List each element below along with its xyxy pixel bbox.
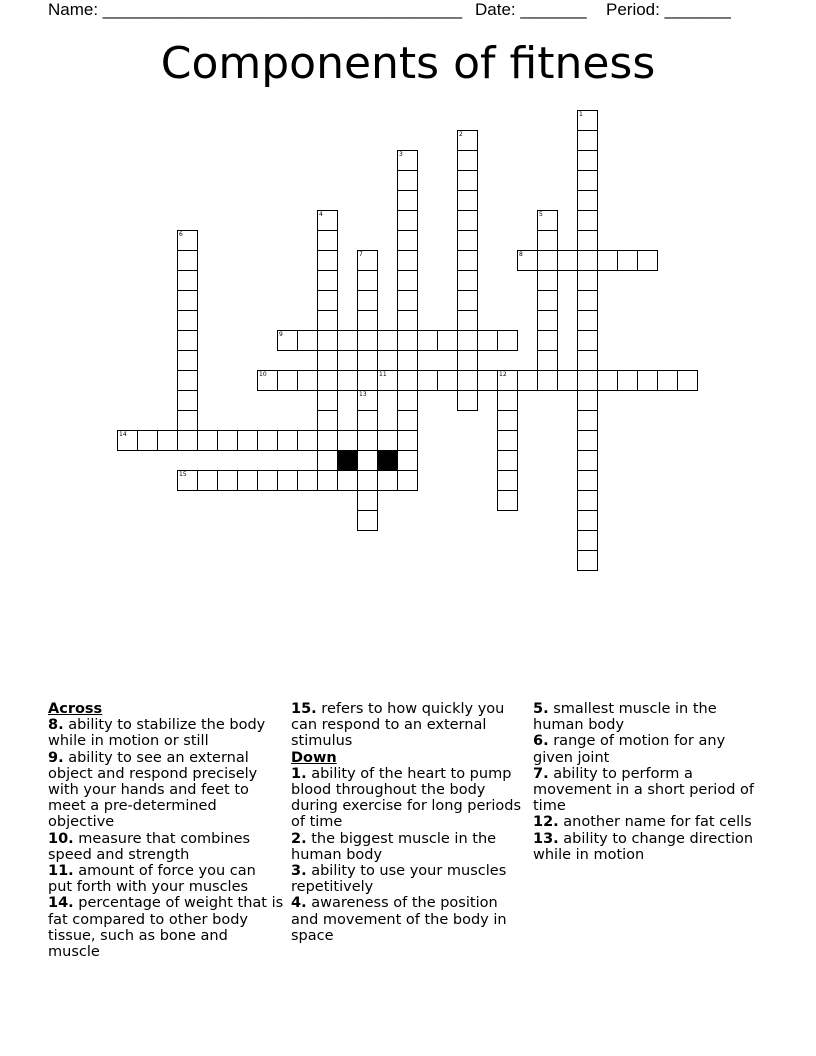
grid-cell[interactable]: [297, 330, 318, 351]
grid-cell[interactable]: [397, 410, 418, 431]
grid-cell[interactable]: [497, 430, 518, 451]
grid-cell[interactable]: [577, 150, 598, 171]
across-heading: Across: [48, 701, 103, 717]
clue-number-12: 12: [499, 371, 507, 378]
grid-cell[interactable]: [577, 470, 598, 491]
grid-cell[interactable]: [577, 370, 598, 391]
grid-cell[interactable]: [357, 310, 378, 331]
grid-cell[interactable]: [577, 390, 598, 411]
grid-cell[interactable]: [637, 370, 658, 391]
blocked-cell: [337, 450, 358, 471]
grid-cell[interactable]: [437, 330, 458, 351]
grid-cell[interactable]: [257, 470, 278, 491]
grid-cell[interactable]: [377, 470, 398, 491]
grid-cell[interactable]: [357, 490, 378, 511]
grid-cell[interactable]: [257, 430, 278, 451]
page-title: Components of fitness: [160, 38, 656, 89]
grid-cell[interactable]: [317, 430, 338, 451]
grid-cell[interactable]: [577, 510, 598, 531]
grid-cell[interactable]: [457, 170, 478, 191]
clue-number-10: 10: [259, 371, 267, 378]
name-field[interactable]: Name: ______________________________________: [48, 0, 463, 19]
grid-cell[interactable]: [177, 350, 198, 371]
grid-cell[interactable]: [577, 310, 598, 331]
grid-cell[interactable]: [297, 370, 318, 391]
grid-cell[interactable]: [177, 390, 198, 411]
grid-cell[interactable]: [177, 410, 198, 431]
clue-down-2: 2. the biggest muscle in the human body: [291, 830, 497, 863]
grid-cell[interactable]: [337, 330, 358, 351]
grid-cell[interactable]: [317, 470, 338, 491]
grid-cell[interactable]: [377, 430, 398, 451]
clue-number-2: 2: [459, 131, 463, 138]
grid-cell[interactable]: [577, 530, 598, 551]
grid-cell[interactable]: [237, 430, 258, 451]
grid-cell[interactable]: [577, 330, 598, 351]
grid-cell[interactable]: [537, 310, 558, 331]
grid-cell[interactable]: [577, 230, 598, 251]
grid-cell[interactable]: [417, 370, 438, 391]
grid-cell[interactable]: [577, 190, 598, 211]
grid-cell[interactable]: [497, 410, 518, 431]
grid-cell[interactable]: [457, 190, 478, 211]
grid-cell[interactable]: [457, 330, 478, 351]
grid-cell[interactable]: [617, 250, 638, 271]
clue-number-6: 6: [179, 231, 183, 238]
grid-cell[interactable]: [317, 450, 338, 471]
grid-cell[interactable]: [537, 270, 558, 291]
grid-cell[interactable]: [277, 370, 298, 391]
grid-cell[interactable]: [577, 350, 598, 371]
grid-cell[interactable]: [177, 330, 198, 351]
grid-cell[interactable]: [457, 290, 478, 311]
grid-cell[interactable]: [457, 310, 478, 331]
grid-cell[interactable]: [317, 370, 338, 391]
grid-cell[interactable]: [177, 310, 198, 331]
grid-cell[interactable]: [477, 370, 498, 391]
down-heading: Down: [291, 749, 337, 766]
grid-cell[interactable]: [217, 470, 238, 491]
grid-cell[interactable]: [357, 450, 378, 471]
clue-number-9: 9: [279, 331, 283, 338]
grid-cell[interactable]: [497, 390, 518, 411]
grid-cell[interactable]: [457, 390, 478, 411]
clue-number-14: 14: [119, 431, 127, 438]
grid-cell[interactable]: [197, 470, 218, 491]
grid-cell[interactable]: [497, 450, 518, 471]
grid-cell[interactable]: [357, 470, 378, 491]
grid-cell[interactable]: [397, 290, 418, 311]
grid-cell[interactable]: [397, 270, 418, 291]
grid-cell[interactable]: [177, 250, 198, 271]
grid-cell[interactable]: [557, 250, 578, 271]
grid-cell[interactable]: [357, 290, 378, 311]
grid-cell[interactable]: [677, 370, 698, 391]
clue-number-8: 8: [519, 251, 523, 258]
grid-cell[interactable]: [557, 370, 578, 391]
grid-cell[interactable]: [297, 430, 318, 451]
clue-across-15: 15. refers to how quickly you can respond to an external stimulus: [291, 701, 505, 750]
grid-cell[interactable]: [317, 310, 338, 331]
grid-cell[interactable]: [597, 250, 618, 271]
clue-down-6: 6. range of motion for any given joint: [533, 733, 726, 766]
grid-cell[interactable]: [317, 410, 338, 431]
grid-cell[interactable]: [417, 330, 438, 351]
grid-cell[interactable]: [577, 270, 598, 291]
grid-cell[interactable]: [397, 470, 418, 491]
grid-cell[interactable]: [537, 290, 558, 311]
grid-cell[interactable]: [477, 330, 498, 351]
clue-down-3: 3. ability to use your muscles repetitively: [291, 863, 507, 896]
clue-across-11: 11. amount of force you can put forth with your muscles: [48, 863, 256, 896]
grid-cell[interactable]: [317, 250, 338, 271]
grid-cell[interactable]: [197, 430, 218, 451]
grid-cell[interactable]: [397, 210, 418, 231]
grid-cell[interactable]: [497, 470, 518, 491]
grid-cell[interactable]: [617, 370, 638, 391]
clue-number-3: 3: [399, 151, 403, 158]
grid-cell[interactable]: [577, 130, 598, 151]
grid-cell[interactable]: [277, 470, 298, 491]
grid-cell[interactable]: [157, 430, 178, 451]
grid-cell[interactable]: [397, 430, 418, 451]
grid-cell[interactable]: [537, 370, 558, 391]
clue-down-1: 1. ability of the heart to pump blood throughout the body during exercise for long periods of time: [291, 765, 522, 831]
grid-cell[interactable]: [397, 190, 418, 211]
grid-cell[interactable]: [457, 210, 478, 231]
grid-cell[interactable]: [457, 370, 478, 391]
grid-cell[interactable]: [457, 350, 478, 371]
grid-cell[interactable]: [337, 430, 358, 451]
grid-cell[interactable]: [637, 250, 658, 271]
grid-cell[interactable]: [317, 390, 338, 411]
grid-cell[interactable]: [397, 330, 418, 351]
grid-cell[interactable]: [237, 470, 258, 491]
grid-cell[interactable]: [397, 370, 418, 391]
clues-column-2: [291, 701, 523, 944]
grid-cell[interactable]: [137, 430, 158, 451]
grid-cell[interactable]: [357, 410, 378, 431]
clue-number-11: 11: [379, 371, 387, 378]
grid-cell[interactable]: [577, 210, 598, 231]
grid-cell[interactable]: [397, 230, 418, 251]
grid-cell[interactable]: [377, 330, 398, 351]
clue-number-4: 4: [319, 211, 323, 218]
grid-cell[interactable]: [317, 270, 338, 291]
clue-across-10: 10. measure that combines speed and strength: [48, 830, 251, 863]
grid-cell[interactable]: [497, 490, 518, 511]
grid-cell[interactable]: [317, 290, 338, 311]
grid-cell[interactable]: [317, 330, 338, 351]
grid-cell[interactable]: [357, 330, 378, 351]
grid-cell[interactable]: [577, 490, 598, 511]
clue-down-7: 7. ability to perform a movement in a short period of time: [533, 765, 754, 815]
grid-cell[interactable]: [457, 230, 478, 251]
grid-cell[interactable]: [177, 290, 198, 311]
grid-cell[interactable]: [597, 370, 618, 391]
grid-cell[interactable]: [357, 430, 378, 451]
blocked-cell: [377, 450, 398, 471]
grid-cell[interactable]: [577, 550, 598, 571]
grid-cell[interactable]: [337, 470, 358, 491]
grid-cell[interactable]: [457, 250, 478, 271]
period-field[interactable]: Period: _______: [606, 0, 731, 19]
grid-cell[interactable]: [437, 370, 458, 391]
date-field[interactable]: Date: _______: [475, 0, 587, 19]
clue-across-14: 14. percentage of weight that is fat compared to other body tissue, such as bone and muscle: [48, 895, 284, 961]
clues-column-1: [48, 701, 284, 960]
grid-cell[interactable]: [177, 430, 198, 451]
grid-cell[interactable]: [577, 430, 598, 451]
clue-number-5: 5: [539, 211, 543, 218]
grid-cell[interactable]: [337, 370, 358, 391]
clue-down-5: 5. smallest muscle in the human body: [533, 701, 717, 734]
grid-cell[interactable]: [357, 510, 378, 531]
grid-cell[interactable]: [537, 250, 558, 271]
grid-cell[interactable]: [577, 170, 598, 191]
grid-cell[interactable]: [517, 370, 538, 391]
grid-cell[interactable]: [317, 350, 338, 371]
grid-cell[interactable]: [537, 330, 558, 351]
grid-cell[interactable]: [657, 370, 678, 391]
clue-down-13: 13. ability to change direction while in motion: [533, 830, 754, 863]
clue-across-8: 8. ability to stabilize the body while in motion or still: [48, 717, 266, 750]
grid-cell[interactable]: [577, 410, 598, 431]
grid-cell[interactable]: [537, 350, 558, 371]
grid-cell[interactable]: [357, 270, 378, 291]
clue-number-13: 13: [359, 391, 367, 398]
grid-cell[interactable]: [537, 230, 558, 251]
grid-cell[interactable]: [277, 430, 298, 451]
grid-cell[interactable]: [457, 150, 478, 171]
grid-cell[interactable]: [397, 390, 418, 411]
grid-cell[interactable]: [497, 330, 518, 351]
grid-cell[interactable]: [397, 350, 418, 371]
grid-cell[interactable]: [357, 370, 378, 391]
grid-cell[interactable]: [357, 350, 378, 371]
grid-cell[interactable]: [397, 310, 418, 331]
clue-down-12: 12. another name for fat cells: [533, 814, 752, 831]
grid-cell[interactable]: [577, 290, 598, 311]
grid-cell[interactable]: [397, 170, 418, 191]
grid-cell[interactable]: [397, 450, 418, 471]
grid-cell[interactable]: [317, 230, 338, 251]
clue-number-7: 7: [359, 251, 363, 258]
grid-cell[interactable]: [457, 270, 478, 291]
grid-cell[interactable]: [177, 270, 198, 291]
clue-across-9: 9. ability to see an external object and respond precisely with your hands and feet to meet a pre-determined objective: [48, 749, 258, 831]
clue-number-15: 15: [179, 471, 187, 478]
grid-cell[interactable]: [397, 250, 418, 271]
grid-cell[interactable]: [217, 430, 238, 451]
grid-cell[interactable]: [297, 470, 318, 491]
grid-cell[interactable]: [577, 450, 598, 471]
clues-column-3: [533, 701, 769, 863]
clue-number-1: 1: [579, 111, 583, 118]
grid-cell[interactable]: [577, 250, 598, 271]
clue-down-4: 4. awareness of the position and movement of the body in space: [291, 895, 507, 944]
grid-cell[interactable]: [177, 370, 198, 391]
